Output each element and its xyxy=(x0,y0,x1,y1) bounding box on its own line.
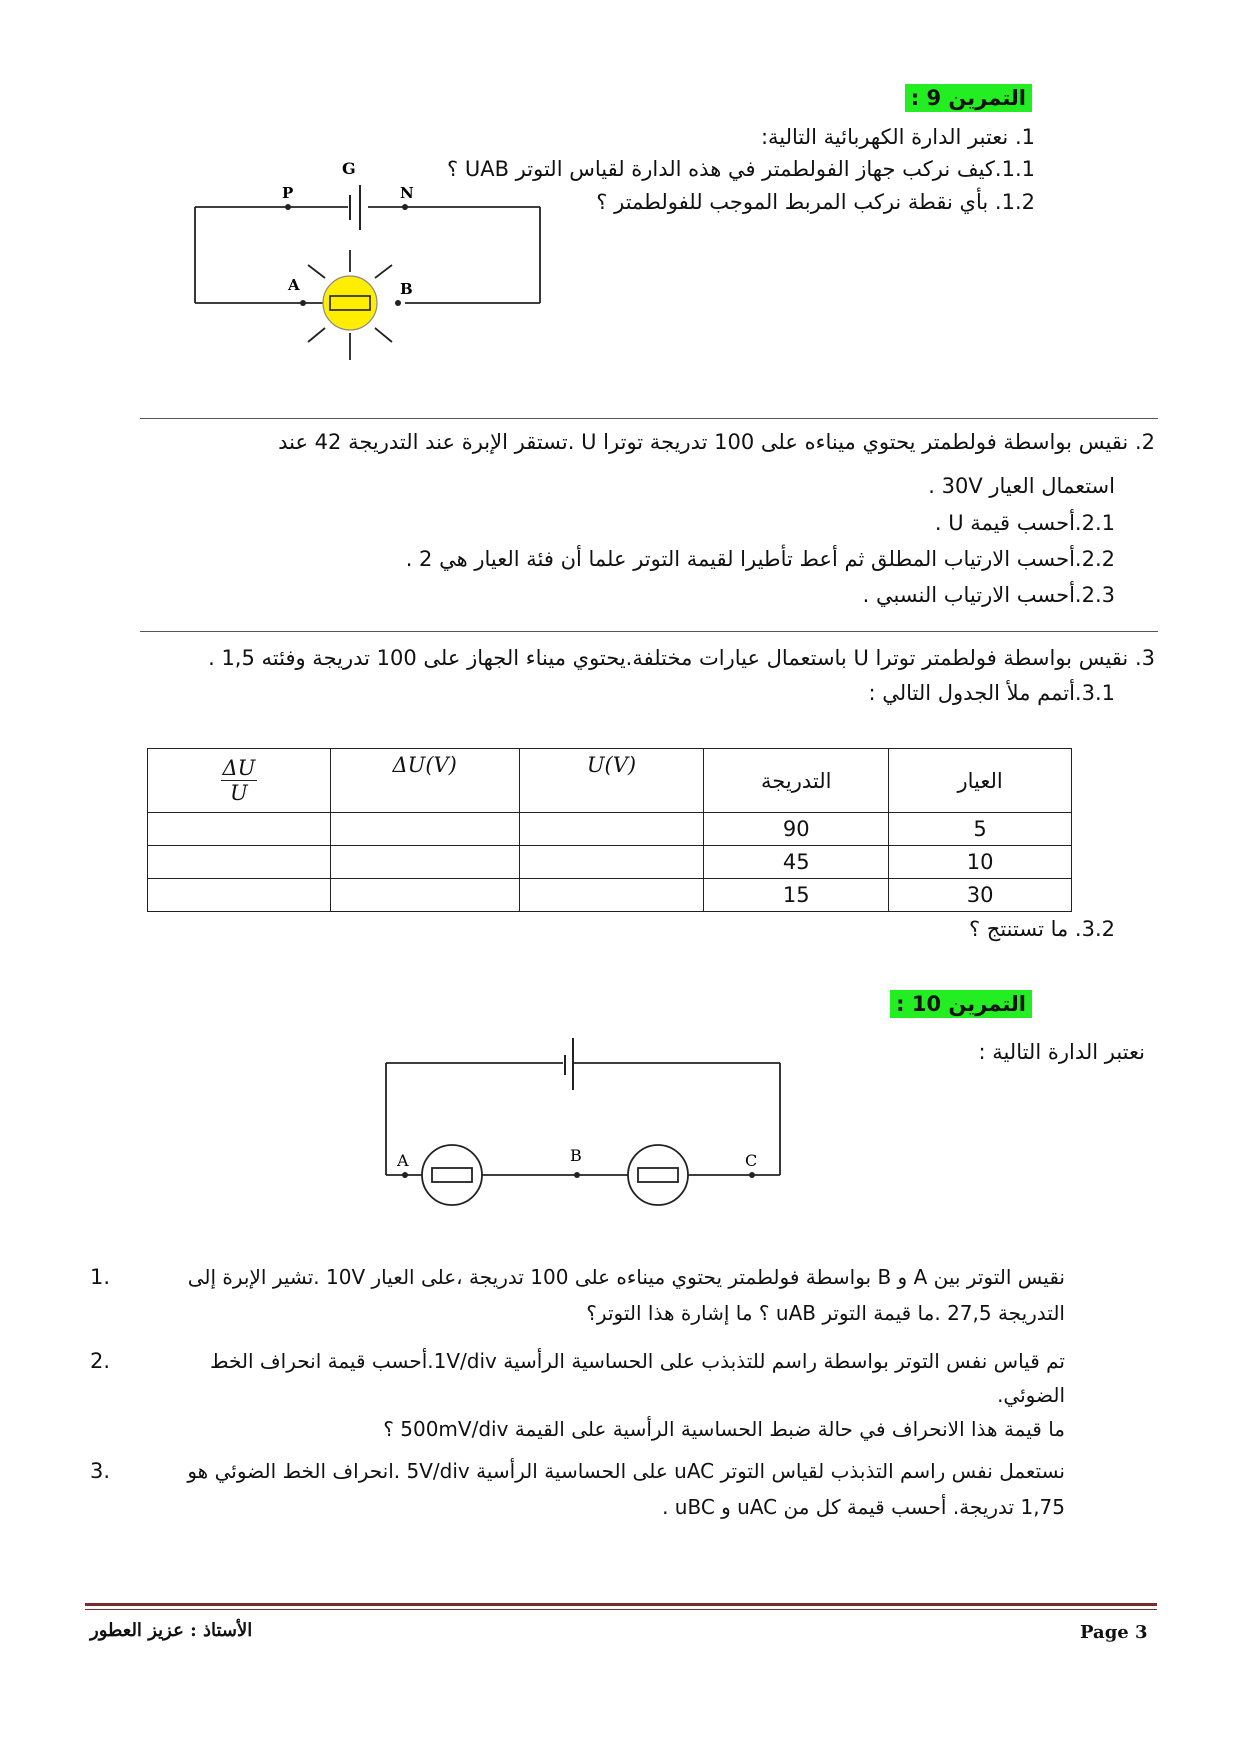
ex9-q1-1: 1.1.كيف نركب جهاز الفولطمتر في هذه الدارة لقياس التوتر UAB ؟ xyxy=(447,157,1035,181)
ex10-q3-num: 3. xyxy=(89,1459,110,1483)
cell-caliber: 10 xyxy=(889,846,1072,879)
ex10-q2-line2: الضوئي. xyxy=(997,1383,1065,1407)
ex9-q3-line1: 3. نقيس بواسطة فولطمتر توترا U باستعمال عيارات مختلفة.يحتوي ميناء الجهاز على 100 تدريجة وفئته 1,5 . xyxy=(208,646,1155,670)
header-absolute-error: ΔU(V) xyxy=(330,749,519,813)
circuit-diagram-2 xyxy=(380,1030,790,1210)
label-N: N xyxy=(400,184,414,202)
ex10-q1-num: 1. xyxy=(89,1265,110,1289)
header-u: U(V) xyxy=(519,749,704,813)
page-number: Page 3 xyxy=(1080,1622,1148,1643)
ex10-q2-line3: ما قيمة هذا الانحراف في حالة ضبط الحساسية الرأسية على القيمة 500mV/div ؟ xyxy=(383,1417,1065,1441)
cell-graduation: 45 xyxy=(704,846,889,879)
circuit-diagram-1 xyxy=(190,150,610,380)
ex9-q3-2: 3.2. ما تستنتج ؟ xyxy=(968,917,1115,941)
ex10-intro: نعتبر الدارة التالية : xyxy=(978,1040,1145,1064)
ex9-q1: 1. نعتبر الدارة الكهربائية التالية: xyxy=(760,125,1035,149)
ex10-q3-line1: نستعمل نفس راسم التذبذب لقياس التوتر uAC على الحساسية الرأسية 5V/div .انحراف الخط الضوئي هو xyxy=(187,1459,1065,1483)
cell-absolute-error[interactable] xyxy=(330,813,519,846)
exercise-10-title: التمرين 10 : xyxy=(890,990,1032,1018)
cell-u[interactable] xyxy=(519,879,704,912)
cell-relative-error[interactable] xyxy=(148,879,331,912)
ex10-q2-num: 2. xyxy=(89,1349,110,1373)
label-C: C xyxy=(745,1151,758,1170)
separator xyxy=(140,418,1158,419)
cell-graduation: 15 xyxy=(704,879,889,912)
cell-u[interactable] xyxy=(519,813,704,846)
label-A: A xyxy=(397,1151,409,1170)
ex10-q2-line1: تم قياس نفس التوتر بواسطة راسم للتذبذب على الحساسية الرأسية 1V/div.أحسب قيمة انحراف الخط xyxy=(210,1349,1065,1373)
label-P: P xyxy=(282,184,294,202)
label-A: A xyxy=(288,276,300,294)
cell-u[interactable] xyxy=(519,846,704,879)
cell-relative-error[interactable] xyxy=(148,813,331,846)
cell-relative-error[interactable] xyxy=(148,846,331,879)
calibration-table xyxy=(147,748,1072,912)
cell-absolute-error[interactable] xyxy=(330,846,519,879)
cell-caliber: 5 xyxy=(889,813,1072,846)
ex9-q2-1: 2.1.أحسب قيمة U . xyxy=(934,511,1115,535)
ex9-q2-line2: استعمال العيار 30V . xyxy=(928,474,1115,498)
footer-rule-thin xyxy=(85,1609,1157,1610)
header-relative-error: ΔU U xyxy=(148,749,331,813)
label-B: B xyxy=(570,1146,582,1165)
cell-absolute-error[interactable] xyxy=(330,879,519,912)
cell-graduation: 90 xyxy=(704,813,889,846)
label-B: B xyxy=(400,280,413,298)
table-row xyxy=(148,813,1072,846)
ex9-q1-2: 1.2. بأي نقطة نركب المربط الموجب للفولطمتر ؟ xyxy=(596,190,1035,214)
header-caliber: العيار xyxy=(889,749,1072,813)
footer-rule xyxy=(85,1603,1157,1606)
exercise-9-title: التمرين 9 : xyxy=(905,84,1032,112)
cell-caliber: 30 xyxy=(889,879,1072,912)
label-G: G xyxy=(342,159,356,178)
ex9-q2-line1: 2. نقيس بواسطة فولطمتر يحتوي ميناءه على 100 تدريجة توترا U .تستقر الإبرة عند التدريجة 42 عند xyxy=(278,430,1155,454)
ex10-q1-line1: نقيس التوتر بين A و B بواسطة فولطمتر يحتوي ميناءه على 100 تدريجة ،على العيار 10V .تشير الإبرة إلى xyxy=(187,1265,1065,1289)
table-row xyxy=(148,879,1072,912)
ex10-q3-line2: 1,75 تدريجة. أحسب قيمة كل من uAC و uBC . xyxy=(662,1495,1065,1519)
ex9-q3-1: 3.1.أتمم ملأ الجدول التالي : xyxy=(868,681,1115,705)
lamp-icon xyxy=(323,276,377,330)
ex9-q2-3: 2.3.أحسب الارتياب النسبي . xyxy=(862,583,1115,607)
table-header-row xyxy=(148,749,1072,813)
table-row xyxy=(148,846,1072,879)
author: الأستاذ : عزيز العطور xyxy=(90,1620,253,1641)
separator xyxy=(140,631,1158,632)
ex9-q2-2: 2.2.أحسب الارتياب المطلق ثم أعط تأطيرا لقيمة التوتر علما أن فئة العيار هي 2 . xyxy=(405,547,1115,571)
header-graduation: التدريجة xyxy=(704,749,889,813)
ex10-q1-line2: التدريجة 27,5 .ما قيمة التوتر uAB ؟ ما إشارة هذا التوتر؟ xyxy=(586,1301,1065,1325)
